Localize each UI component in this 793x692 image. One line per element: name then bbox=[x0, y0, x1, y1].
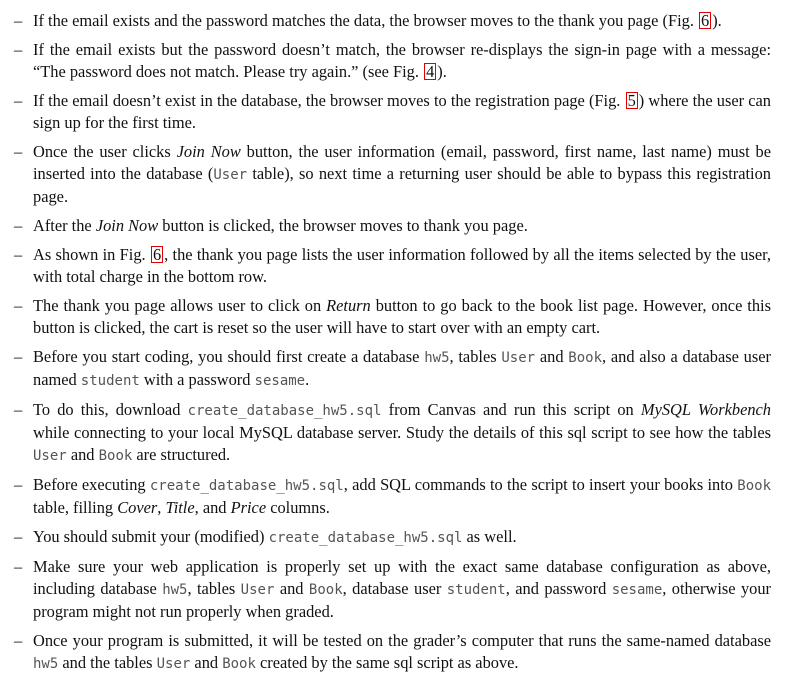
emphasis-text: Return bbox=[326, 296, 371, 315]
list-item bbox=[14, 244, 771, 288]
body-text: button is clicked, the browser moves to thank you page. bbox=[158, 216, 528, 235]
code-identifier: Book bbox=[308, 582, 343, 598]
code-identifier: student bbox=[80, 373, 140, 389]
list-item-text bbox=[33, 527, 517, 546]
list-item-text bbox=[33, 557, 771, 621]
code-identifier: sesame bbox=[611, 582, 663, 598]
body-text: To do this, download bbox=[33, 400, 188, 419]
body-text: ). bbox=[437, 62, 447, 81]
figure-link[interactable]: 6 bbox=[701, 11, 710, 30]
body-text: If the email exists but the password doesn’t match, the browser re-displays the sign-in page with a message: “The password does not match. Please try again.” (see Fig. bbox=[33, 40, 771, 81]
code-identifier: hw5 bbox=[424, 350, 450, 366]
body-text: , bbox=[157, 498, 166, 517]
body-text: , and also a database user named bbox=[33, 347, 771, 389]
body-text: columns. bbox=[266, 498, 330, 517]
body-text: ). bbox=[712, 11, 722, 30]
body-text: table), so next time a returning user should be able to bypass this registration page. bbox=[33, 164, 771, 206]
code-identifier: hw5 bbox=[162, 582, 188, 598]
code-identifier: Book bbox=[568, 350, 602, 366]
body-text: Once the user clicks bbox=[33, 142, 177, 161]
code-identifier: User bbox=[240, 582, 275, 598]
code-identifier: Book bbox=[222, 656, 256, 672]
code-identifier: Book bbox=[737, 478, 771, 494]
body-text: , tables bbox=[187, 579, 241, 598]
bullet-dash: – bbox=[14, 347, 23, 366]
bullet-dash: – bbox=[14, 400, 23, 419]
body-text: table, filling bbox=[33, 498, 118, 517]
body-text: Before you start coding, you should first create a database bbox=[33, 347, 425, 366]
code-identifier: User bbox=[156, 656, 191, 672]
code-identifier: student bbox=[446, 582, 506, 598]
bullet-dash: – bbox=[14, 296, 23, 315]
body-text: You should submit your (modified) bbox=[33, 527, 269, 546]
bullet-dash: – bbox=[14, 475, 23, 494]
body-text: and the tables bbox=[58, 653, 157, 672]
emphasis-text: Join Now bbox=[95, 216, 159, 235]
body-text: The thank you page allows user to click on bbox=[33, 296, 327, 315]
body-text: and bbox=[190, 653, 223, 672]
emphasis-text: Cover bbox=[117, 498, 158, 517]
body-text: button to go back to the book list page. However, once this button is clicked, the cart is reset so the user will have to start over with an empty cart. bbox=[33, 296, 771, 337]
list-item bbox=[14, 295, 771, 339]
list-item-text bbox=[33, 296, 771, 337]
figure-link[interactable]: 4 bbox=[426, 62, 435, 81]
emphasis-text: Join Now bbox=[176, 142, 241, 161]
body-text: As shown in Fig. bbox=[33, 245, 150, 264]
body-text: and bbox=[66, 445, 99, 464]
bullet-dash: – bbox=[14, 245, 23, 264]
list-item-text bbox=[33, 91, 771, 132]
body-text: , add SQL commands to the script to insert your books into bbox=[343, 475, 738, 494]
list-item-text bbox=[33, 216, 528, 235]
bullet-dash: – bbox=[14, 216, 23, 235]
list-item-text bbox=[33, 475, 771, 517]
body-text: Make sure your web application is properly set up with the exact same database configuration as above, including database bbox=[33, 557, 771, 598]
body-text: from Canvas and run this script on bbox=[381, 400, 641, 419]
requirements-list bbox=[14, 10, 771, 675]
list-item bbox=[14, 556, 771, 623]
list-item-text bbox=[33, 347, 771, 389]
code-identifier: User bbox=[213, 167, 248, 183]
list-item bbox=[14, 346, 771, 392]
figure-link[interactable]: 5 bbox=[627, 91, 636, 110]
body-text: After the bbox=[33, 216, 96, 235]
body-text: Before executing bbox=[33, 475, 150, 494]
list-item bbox=[14, 141, 771, 208]
body-text: , and bbox=[194, 498, 231, 517]
list-item-text bbox=[33, 142, 771, 206]
emphasis-text: Title bbox=[165, 498, 195, 517]
list-item bbox=[14, 10, 771, 32]
body-text: with a password bbox=[139, 370, 255, 389]
body-text: , otherwise your program might not run properly when graded. bbox=[33, 579, 771, 621]
code-identifier: Book bbox=[98, 448, 133, 464]
body-text: , tables bbox=[449, 347, 502, 366]
body-text: as well. bbox=[462, 527, 517, 546]
list-item bbox=[14, 526, 771, 549]
emphasis-text: MySQL Workbench bbox=[640, 400, 772, 419]
body-text: Once your program is submitted, it will be tested on the grader’s computer that runs the same-named database bbox=[33, 631, 771, 650]
list-item-text bbox=[33, 11, 722, 30]
bullet-dash: – bbox=[14, 11, 23, 30]
body-text: , and password bbox=[505, 579, 612, 598]
body-text: and bbox=[535, 347, 569, 366]
code-identifier: User bbox=[501, 350, 536, 366]
body-text: are structured. bbox=[132, 445, 231, 464]
body-text: If the email doesn’t exist in the database, the browser moves to the registration page (Fig. bbox=[33, 91, 625, 110]
bullet-dash: – bbox=[14, 142, 23, 161]
body-text: and bbox=[274, 579, 309, 598]
body-text: . bbox=[305, 370, 310, 389]
list-item bbox=[14, 474, 771, 519]
bullet-dash: – bbox=[14, 631, 23, 650]
code-identifier: hw5 bbox=[33, 656, 59, 672]
code-identifier: create_database_hw5.sql bbox=[149, 478, 344, 494]
body-text: created by the same sql script as above. bbox=[255, 653, 519, 672]
code-identifier: create_database_hw5.sql bbox=[268, 530, 463, 546]
body-text: , database user bbox=[342, 579, 447, 598]
body-text: while connecting to your local MySQL database server. Study the details of this sql script to see how the tables bbox=[33, 423, 771, 442]
emphasis-text: Price bbox=[230, 498, 267, 517]
body-text: button, the user information (email, password, first name, last name) must be inserted into the database ( bbox=[33, 142, 771, 183]
code-identifier: create_database_hw5.sql bbox=[187, 403, 382, 419]
figure-link[interactable]: 6 bbox=[152, 245, 162, 264]
list-item bbox=[14, 90, 771, 134]
list-item-text bbox=[33, 400, 771, 464]
code-identifier: sesame bbox=[254, 373, 306, 389]
list-item bbox=[14, 630, 771, 675]
list-item bbox=[14, 399, 771, 467]
bullet-dash: – bbox=[14, 527, 23, 546]
bullet-dash: – bbox=[14, 557, 23, 576]
bullet-dash: – bbox=[14, 40, 23, 59]
list-item-text bbox=[33, 245, 771, 286]
body-text: If the email exists and the password matches the data, the browser moves to the thank you page (Fig. bbox=[33, 11, 699, 30]
bullet-dash: – bbox=[14, 91, 23, 110]
list-item bbox=[14, 39, 771, 83]
body-text: , the thank you page lists the user information followed by all the items selected by the user, with total charge in the bottom row. bbox=[33, 245, 771, 286]
code-identifier: User bbox=[33, 448, 67, 464]
list-item-text bbox=[33, 40, 771, 81]
body-text: ) where the user can sign up for the first time. bbox=[33, 91, 771, 132]
list-item bbox=[14, 215, 771, 237]
list-item-text bbox=[33, 631, 771, 672]
